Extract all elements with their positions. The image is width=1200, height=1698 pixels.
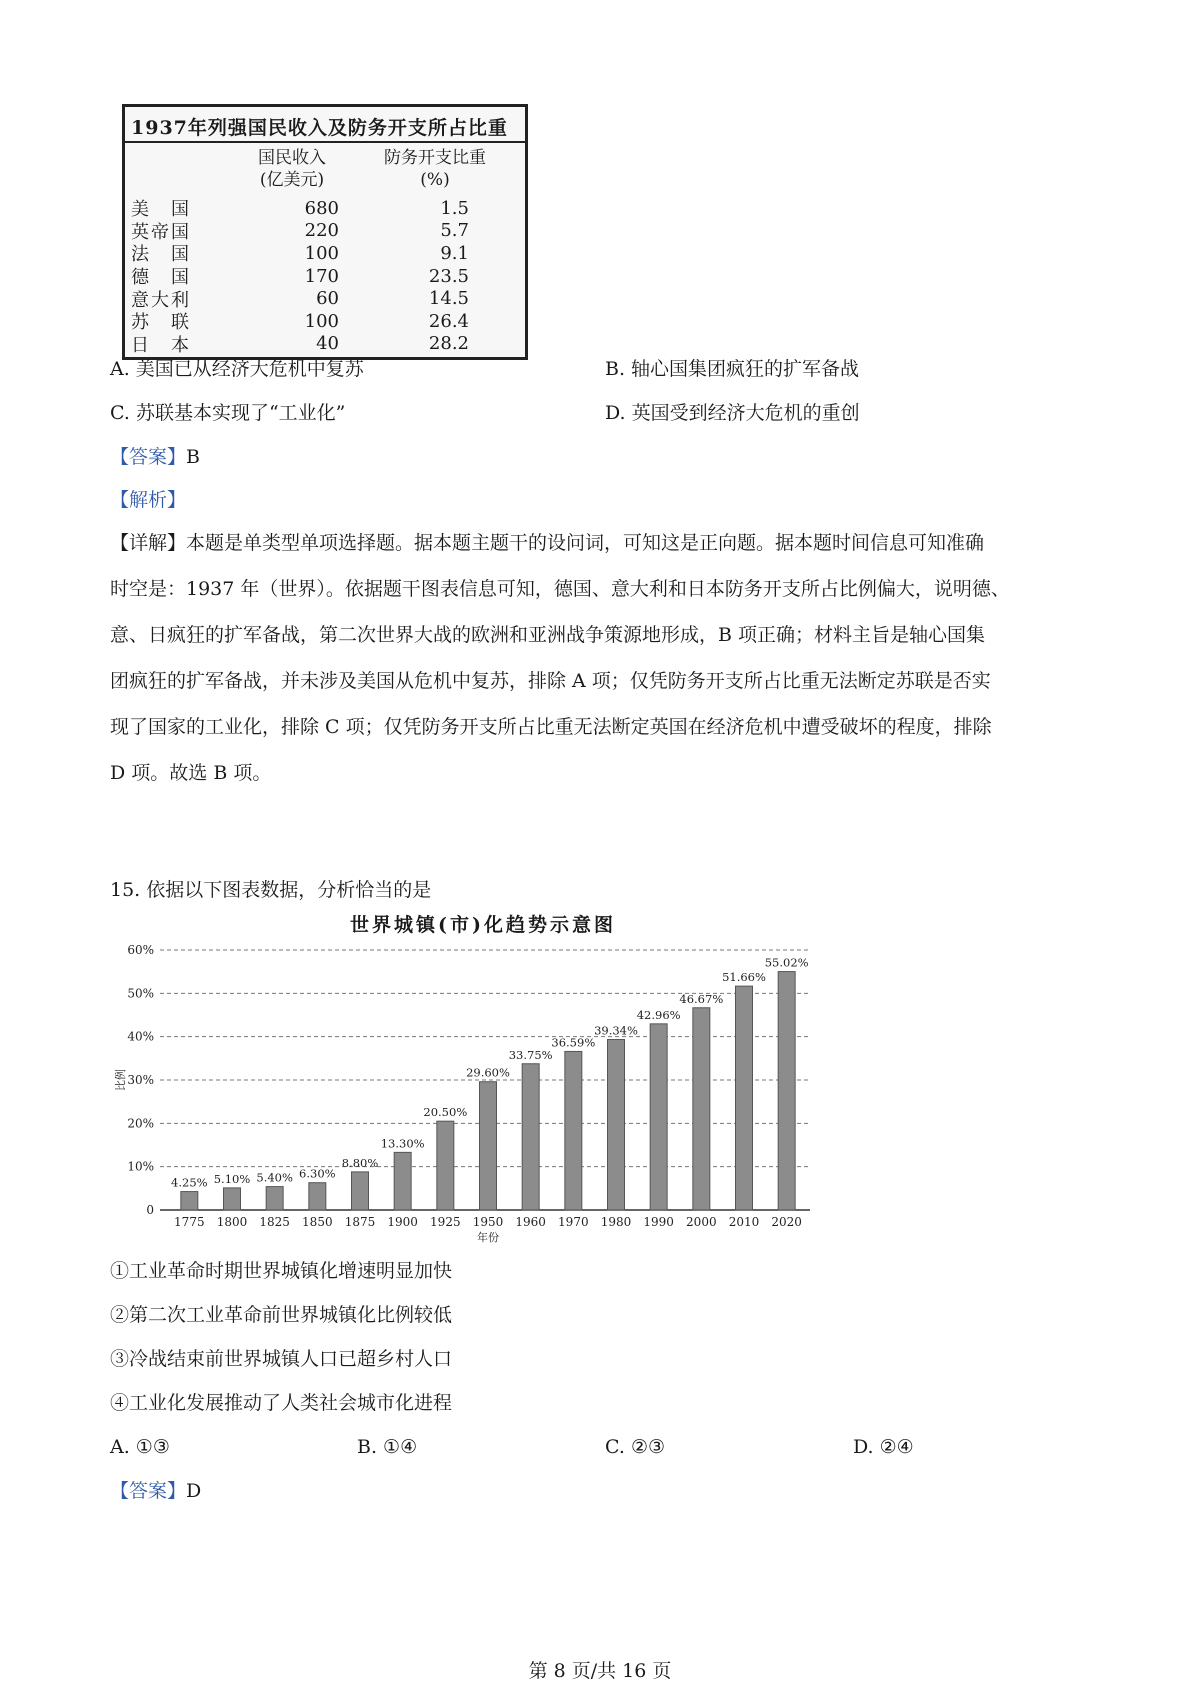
table-title: 1937年列强国民收入及防务开支所占比重 [131, 117, 508, 139]
table-row [131, 287, 525, 310]
statement-1: ①工业革命时期世界城镇化增速明显加快 [110, 1260, 453, 1282]
country-cell: 苏 联 [131, 312, 191, 334]
data-label: 51.66% [722, 970, 766, 985]
data-label: 29.60% [466, 1065, 510, 1080]
x-tick-label: 1925 [430, 1215, 461, 1229]
detail-tag: 【详解】 [110, 532, 187, 554]
data-label: 8.80% [341, 1155, 379, 1170]
share-cell: 5.7 [440, 220, 469, 242]
data-label: 5.10% [213, 1171, 251, 1186]
detail-line-2: 时空是：1937 年（世界）。依据题干图表信息可知，德国、意大利和日本防务开支所占比例偏大，说明德、 [110, 578, 1010, 600]
bar [778, 972, 795, 1210]
y-tick-label: 60% [127, 943, 154, 957]
option-b: B. 轴心国集团疯狂的扩军备战 [605, 358, 860, 380]
header-share-line1: 防务开支比重 [384, 148, 486, 168]
country-cell: 日 本 [131, 334, 191, 356]
y-tick-label: 40% [127, 1029, 154, 1044]
x-tick-label: 2020 [771, 1215, 802, 1229]
bar [266, 1187, 283, 1210]
option-c: C. 苏联基本实现了“工业化” [110, 402, 346, 424]
answer-value: B [186, 446, 200, 468]
data-label: 55.02% [764, 955, 809, 970]
detail-line-4: 团疯狂的扩军备战，并未涉及美国从危机中复苏，排除 A 项；仅凭防务开支所占比重无法断定苏联是否实 [110, 670, 991, 692]
bar [181, 1192, 198, 1210]
bar [608, 1040, 625, 1210]
table-row [131, 333, 525, 356]
bar [650, 1024, 667, 1210]
chart-title: 世界城镇(市)化趋势示意图 [350, 914, 616, 936]
table-row [131, 197, 525, 220]
table-header-share [365, 147, 505, 191]
bar [352, 1172, 369, 1210]
data-label: 4.25% [171, 1175, 208, 1190]
detail-line-5: 现了国家的工业化，排除 C 项；仅凭防务开支所占比重无法断定英国在经济危机中遭受破坏的程度，排除 [110, 716, 992, 738]
country-cell: 法 国 [131, 244, 191, 266]
x-tick-label: 1875 [344, 1215, 376, 1229]
y-tick-label: 10% [127, 1159, 154, 1174]
data-label: 39.34% [594, 1023, 638, 1038]
answer-line-15 [110, 1478, 201, 1504]
table-divider [125, 141, 525, 143]
header-income-line2: (亿美元) [259, 170, 325, 190]
detail-line-6: D 项。故选 B 项。 [110, 762, 272, 784]
x-tick-label: 1970 [558, 1215, 589, 1229]
income-cell: 60 [316, 288, 339, 310]
country-cell: 德 国 [131, 267, 191, 289]
bar [736, 986, 753, 1210]
share-cell: 14.5 [428, 288, 469, 310]
share-cell: 28.2 [428, 333, 469, 355]
x-tick-label: 2010 [728, 1215, 760, 1229]
table-header-income [237, 147, 347, 191]
x-tick-label: 1800 [216, 1215, 248, 1229]
detail-paragraph [110, 520, 1095, 796]
q15-option-c: C. ②③ [605, 1436, 666, 1458]
statement-4: ④工业化发展推动了人类社会城市化进程 [110, 1392, 453, 1414]
answer-value-15: D [186, 1480, 202, 1502]
x-tick-label: 1990 [643, 1215, 674, 1229]
share-cell: 9.1 [440, 242, 469, 264]
detail-line-1 [110, 520, 1095, 566]
x-tick-label: 2000 [686, 1215, 717, 1229]
x-tick-label: 1900 [387, 1215, 418, 1229]
q15-option-b: B. ①④ [357, 1436, 418, 1458]
data-label: 33.75% [508, 1047, 553, 1062]
bar [309, 1183, 326, 1210]
y-axis-label: 比例 [114, 1069, 127, 1091]
share-cell: 1.5 [440, 197, 469, 219]
x-tick-label: 1980 [600, 1215, 632, 1229]
data-label: 13.30% [380, 1136, 425, 1151]
data-label: 46.67% [679, 991, 724, 1006]
bar [437, 1121, 454, 1210]
x-axis-label: 年份 [477, 1231, 499, 1244]
question-15-stem: 15. 依据以下图表数据，分析恰当的是 [110, 879, 432, 901]
y-tick-label: 50% [127, 986, 154, 1001]
table-body [131, 197, 525, 355]
share-cell: 23.5 [428, 265, 469, 287]
data-label: 6.30% [299, 1166, 336, 1181]
answer-tag-15: 【答案】 [110, 1480, 187, 1502]
data-label: 5.40% [256, 1170, 293, 1185]
x-tick-label: 1960 [515, 1215, 546, 1229]
y-tick-label: 30% [127, 1073, 154, 1087]
bar [522, 1064, 539, 1210]
detail-text-1: 本题是单类型单项选择题。据本题主题干的设问词，可知这是正向题。据本题时间信息可知准确 [186, 532, 985, 554]
bar [693, 1008, 710, 1210]
income-cell: 100 [304, 242, 339, 264]
table-row [131, 265, 525, 288]
q15-option-d: D. ②④ [853, 1436, 914, 1458]
income-cell: 680 [304, 197, 339, 219]
statement-2: ②第二次工业革命前世界城镇化比例较低 [110, 1304, 453, 1326]
income-cell: 40 [316, 333, 339, 355]
header-share-line2: (%) [420, 170, 450, 190]
bar [480, 1082, 497, 1210]
y-tick-label: 0 [146, 1203, 154, 1217]
share-cell: 26.4 [428, 310, 469, 332]
income-defense-table [122, 104, 528, 360]
option-d: D. 英国受到经济大危机的重创 [605, 402, 860, 424]
table-row [131, 310, 525, 333]
country-cell: 英帝国 [131, 221, 191, 243]
answer-line-14 [110, 444, 200, 470]
option-a: A. 美国已从经济大危机中复苏 [110, 358, 364, 380]
answer-tag: 【答案】 [110, 446, 187, 468]
data-label: 36.59% [551, 1035, 596, 1050]
urbanization-bar-chart [110, 930, 890, 1250]
bar [224, 1188, 241, 1210]
country-cell: 美 国 [131, 199, 191, 221]
data-label: 42.96% [636, 1007, 681, 1022]
country-cell: 意大利 [131, 289, 191, 311]
bar [394, 1152, 411, 1210]
q15-option-a: A. ①③ [110, 1436, 170, 1458]
table-row [131, 242, 525, 265]
page-footer: 第 8 页/共 16 页 [528, 1660, 672, 1682]
income-cell: 170 [304, 265, 339, 287]
x-tick-label: 1950 [472, 1215, 504, 1229]
x-tick-label: 1775 [174, 1215, 205, 1229]
x-tick-label: 1825 [259, 1215, 290, 1229]
statement-3: ③冷战结束前世界城镇人口已超乡村人口 [110, 1348, 453, 1370]
table-row [131, 220, 525, 243]
detail-line-3: 意、日疯狂的扩军备战，第二次世界大战的欧洲和亚洲战争策源地形成，B 项正确；材料主旨是轴心国集 [110, 624, 986, 646]
data-label: 20.50% [423, 1105, 468, 1120]
analysis-tag: 【解析】 [110, 489, 187, 511]
income-cell: 220 [304, 220, 339, 242]
bar [565, 1051, 582, 1210]
header-income-line1: 国民收入 [258, 148, 326, 168]
y-tick-label: 20% [127, 1116, 154, 1131]
x-tick-label: 1850 [302, 1215, 333, 1229]
income-cell: 100 [304, 310, 339, 332]
